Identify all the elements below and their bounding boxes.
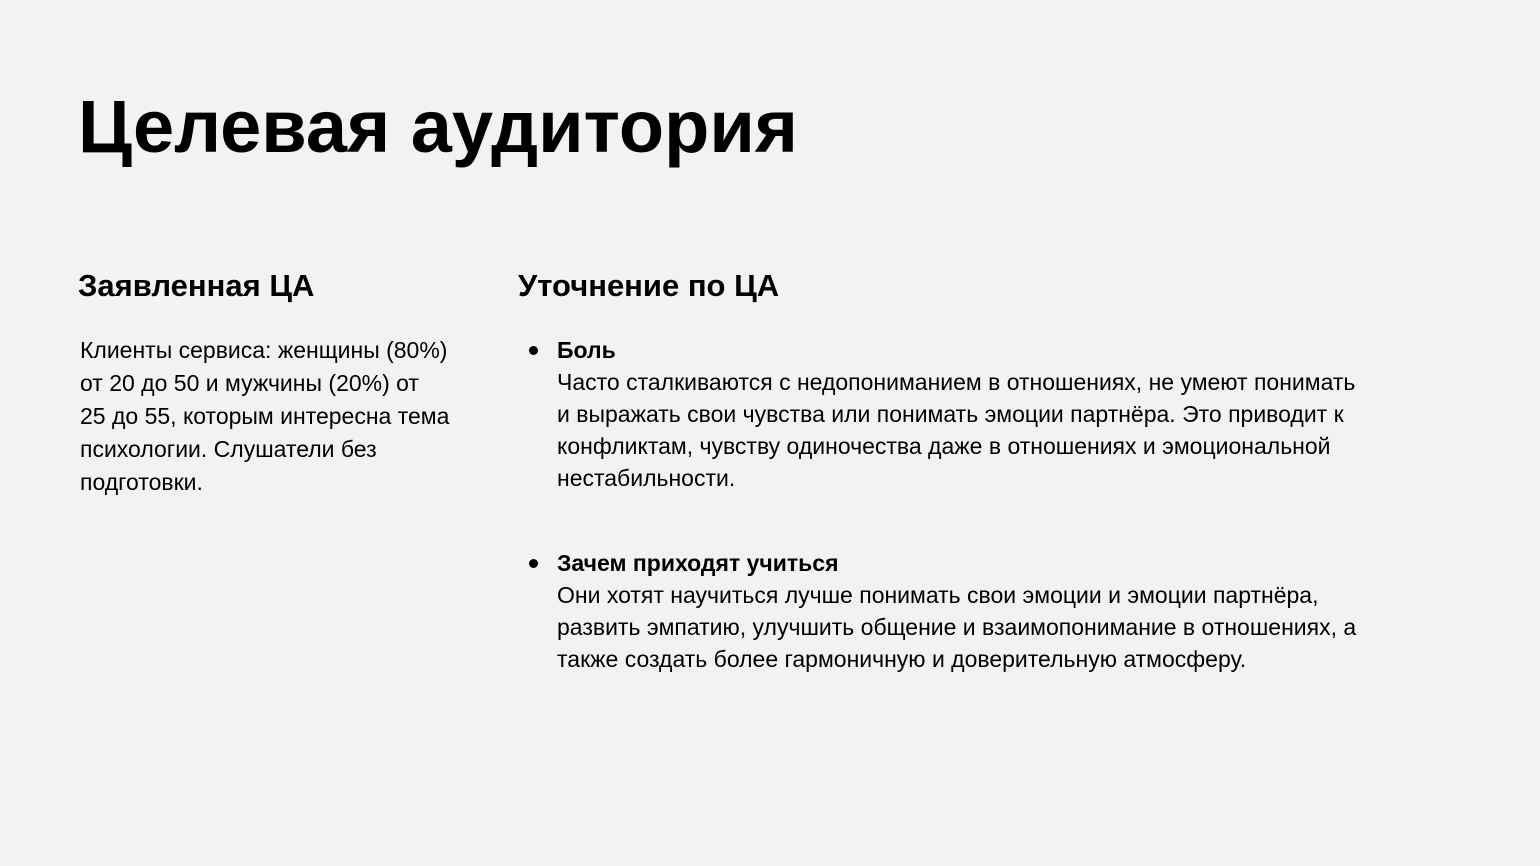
bullet-icon — [529, 346, 538, 355]
audience-refinement-section — [518, 266, 1398, 675]
audience-refinement-heading: Уточнение по ЦА — [518, 268, 780, 303]
list-item-title: Боль — [557, 337, 616, 363]
declared-audience-heading: Заявленная ЦА — [78, 268, 315, 303]
list-item-pain — [518, 334, 1398, 494]
bullet-icon — [529, 559, 538, 568]
page-title: Целевая аудитория — [78, 85, 798, 168]
list-item-title: Зачем приходят учиться — [557, 550, 839, 576]
list-item-body: Часто сталкиваются с недопониманием в отношениях, не умеют понимать и выражать свои чувства или понимать эмоции партнёра. Это приводит к конфликтам, чувству одиночества даже в отношениях и эмоциональной нестабильности. — [557, 369, 1356, 491]
declared-audience-text: Клиенты сервиса: женщины (80%) от 20 до 50 и мужчины (20%) от 25 до 55, которым интересна тема психологии. Слушатели без подготовки. — [80, 337, 450, 495]
declared-audience-section — [78, 266, 458, 499]
refinement-list — [518, 334, 1398, 675]
list-item-body: Они хотят научиться лучше понимать свои эмоции и эмоции партнёра, развить эмпатию, улучшить общение и взаимопонимание в отношениях, а также создать более гармоничную и доверительную атмосферу. — [557, 582, 1357, 672]
list-item-motivation — [518, 547, 1398, 675]
